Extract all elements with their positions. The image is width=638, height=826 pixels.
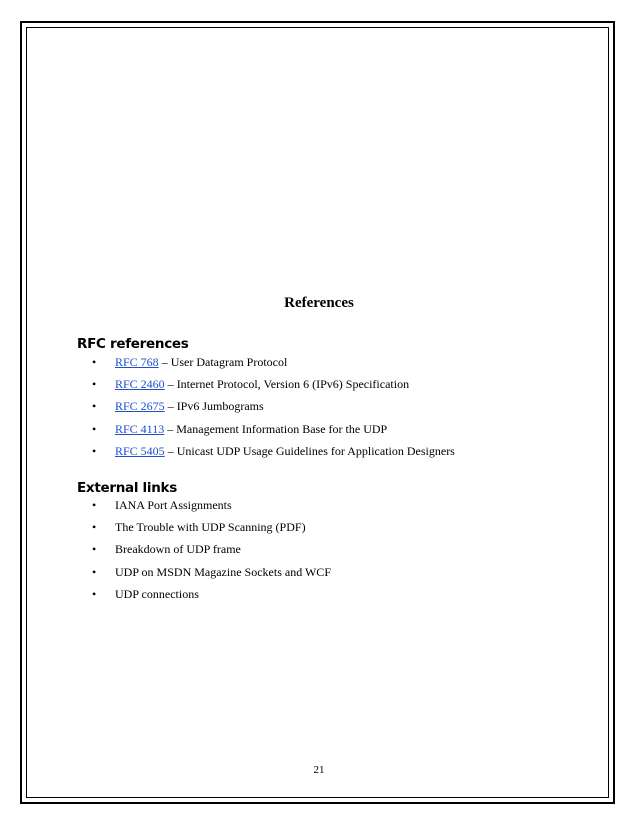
bullet-icon: • [92, 421, 97, 436]
udp-connections-item: UDP connections [115, 586, 199, 601]
rfc-references-list [92, 355, 455, 466]
list-item [92, 377, 455, 399]
list-item [92, 587, 331, 609]
external-links-heading: External links [77, 480, 177, 496]
udp-scanning-item: The Trouble with UDP Scanning (PDF) [115, 520, 306, 535]
rfc-2460-link[interactable]: RFC 2460 [115, 377, 165, 392]
list-item [92, 355, 455, 377]
list-item-text: – Internet Protocol, Version 6 (IPv6) Specification [164, 377, 410, 392]
list-item-text: – Management Information Base for the UDP [164, 421, 388, 436]
rfc-references-heading: RFC references [77, 336, 189, 352]
bullet-icon: • [92, 542, 97, 557]
list-item [92, 520, 331, 542]
list-item [92, 498, 331, 520]
list-item [92, 542, 331, 564]
bullet-icon: • [92, 377, 97, 392]
page-number: 21 [313, 764, 325, 776]
list-item [92, 565, 331, 587]
udp-msdn-item: UDP on MSDN Magazine Sockets and WCF [115, 564, 331, 579]
udp-frame-breakdown-item: Breakdown of UDP frame [115, 542, 241, 557]
external-links-list [92, 498, 331, 609]
rfc-4113-link[interactable]: RFC 4113 [115, 421, 165, 436]
list-item [92, 399, 455, 421]
bullet-icon: • [92, 399, 97, 414]
list-item-text: – IPv6 Jumbograms [164, 399, 264, 414]
bullet-icon: • [92, 355, 97, 369]
bullet-icon: • [92, 586, 97, 601]
bullet-icon: • [92, 498, 97, 512]
list-item-text: – User Datagram Protocol [158, 355, 288, 369]
bullet-icon: • [92, 564, 97, 579]
page-title: References [284, 295, 354, 311]
iana-port-assignments-item: IANA Port Assignments [115, 498, 232, 512]
rfc-2675-link[interactable]: RFC 2675 [115, 399, 165, 414]
rfc-5405-link[interactable]: RFC 5405 [115, 443, 165, 458]
list-item-text: – Unicast UDP Usage Guidelines for Application Designers [164, 443, 455, 458]
bullet-icon: • [92, 443, 97, 458]
bullet-icon: • [92, 520, 97, 535]
list-item [92, 422, 455, 444]
list-item [92, 444, 455, 466]
rfc-768-link[interactable]: RFC 768 [115, 355, 159, 369]
